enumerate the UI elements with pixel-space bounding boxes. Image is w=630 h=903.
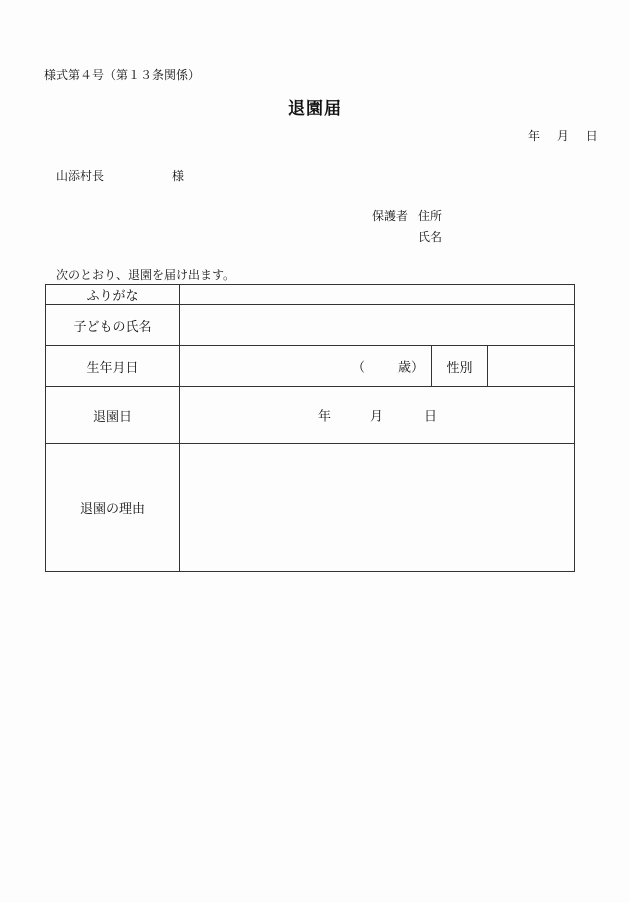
withdrawal-date-label: 退園日	[46, 387, 180, 444]
age-open-paren: （	[352, 360, 366, 376]
date-day-label: 日	[585, 129, 598, 143]
furigana-field[interactable]	[180, 285, 575, 305]
birthdate-field[interactable]	[180, 346, 432, 387]
child-name-label: 子どもの氏名	[46, 305, 180, 346]
submission-date	[528, 127, 598, 144]
reason-row	[46, 444, 575, 572]
child-name-field[interactable]	[180, 305, 575, 346]
withdrawal-month-label: 月	[370, 409, 384, 425]
form-number: 様式第４号（第１３条関係）	[44, 68, 201, 82]
date-year-label: 年	[528, 129, 541, 143]
birthdate-label: 生年月日	[46, 346, 180, 387]
gender-field[interactable]	[488, 346, 575, 387]
withdrawal-date-field[interactable]	[180, 387, 575, 444]
intro-text: 次のとおり、退園を届け出ます。	[56, 268, 236, 282]
reason-label: 退園の理由	[46, 444, 180, 572]
child-name-row	[46, 305, 575, 346]
withdrawal-day-label: 日	[424, 409, 438, 425]
birthdate-row	[46, 346, 575, 387]
guardian-label: 保護者	[372, 209, 409, 223]
document-title: 退園届	[288, 99, 342, 119]
date-month-label: 月	[556, 129, 569, 143]
gender-label: 性別	[432, 346, 488, 387]
withdrawal-date-row	[46, 387, 575, 444]
age-suffix: 歳）	[398, 360, 425, 376]
reason-field[interactable]	[180, 444, 575, 572]
guardian-address-label: 住所	[418, 209, 443, 223]
guardian-name-label: 氏名	[418, 230, 443, 244]
withdrawal-year-label: 年	[318, 409, 332, 425]
withdrawal-form-table	[45, 284, 575, 572]
furigana-label: ふりがな	[46, 285, 180, 305]
addressee-honorific: 様	[172, 169, 185, 183]
furigana-row	[46, 285, 575, 305]
addressee-name: 山添村長	[56, 169, 105, 183]
